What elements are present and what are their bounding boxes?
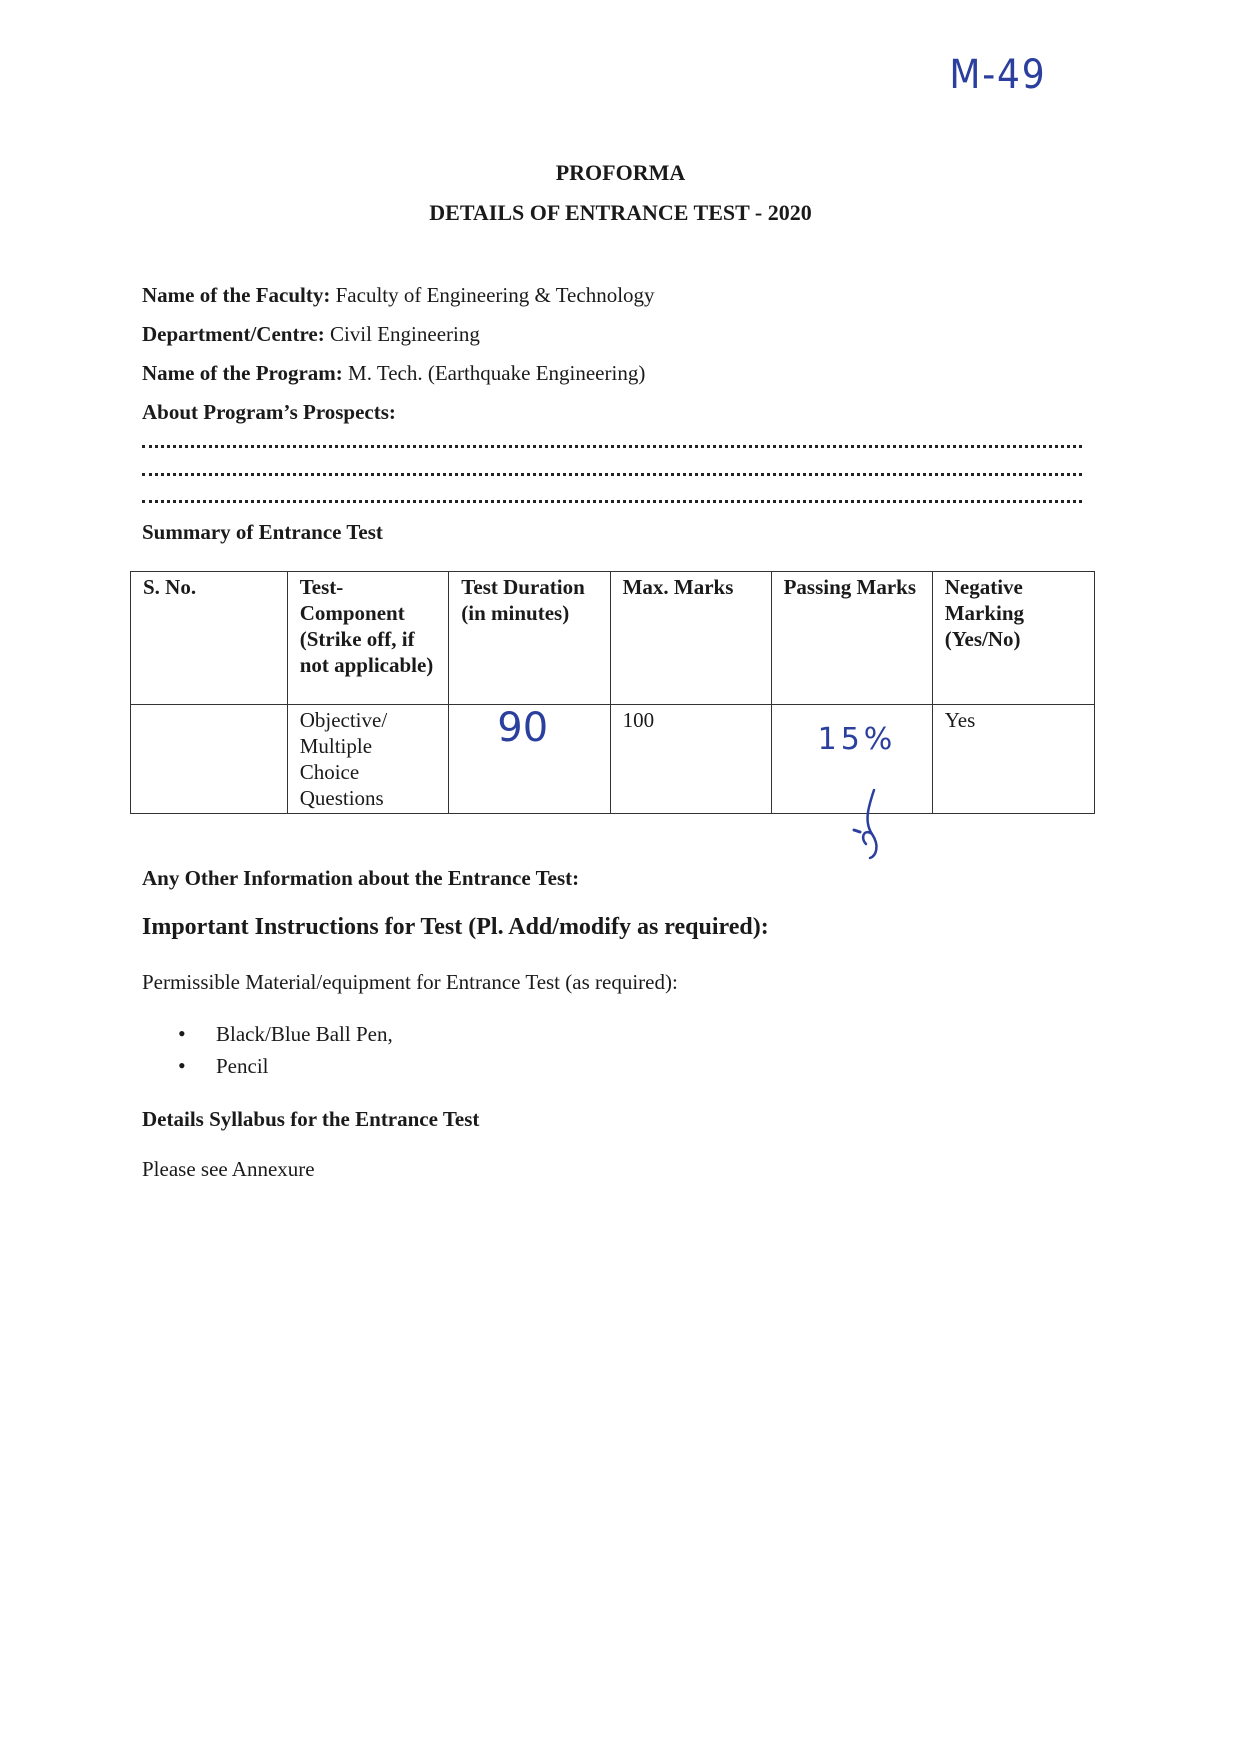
program-field — [142, 361, 645, 386]
cell-test-component: Objective/ Multiple Choice Questions — [287, 705, 449, 814]
program-label: Name of the Program: — [142, 361, 343, 385]
table-row — [131, 705, 1095, 814]
header-test-component: Test-Component (Strike off, if not applicable) — [287, 572, 449, 705]
department-label: Department/Centre: — [142, 322, 325, 346]
prospects-label: About Program’s Prospects: — [142, 400, 396, 424]
cell-negative-marking: Yes — [932, 705, 1094, 814]
handwritten-duration: 90 — [497, 705, 549, 751]
cell-test-duration — [449, 705, 610, 814]
cell-s-no — [131, 705, 288, 814]
document-title: PROFORMA — [555, 160, 686, 185]
materials-intro: Permissible Material/equipment for Entrance Test (as required): — [142, 970, 678, 994]
handwritten-page-code: M-49 — [949, 52, 1047, 98]
syllabus-text: Please see Annexure — [142, 1157, 315, 1181]
dotted-line — [142, 473, 1082, 476]
instructions-heading: Important Instructions for Test (Pl. Add/modify as required): — [142, 914, 769, 940]
other-info-heading: Any Other Information about the Entrance Test: — [142, 866, 580, 890]
list-item: • Black/Blue Ball Pen, — [142, 1020, 393, 1052]
header-max-marks: Max. Marks — [610, 572, 771, 705]
syllabus-heading: Details Syllabus for the Entrance Test — [142, 1107, 480, 1131]
faculty-field — [142, 283, 655, 308]
summary-table — [130, 571, 1095, 814]
dotted-line — [142, 445, 1082, 448]
department-value: Civil Engineering — [329, 322, 480, 346]
program-value: M. Tech. (Earthquake Engineering) — [348, 361, 646, 385]
materials-list — [142, 1020, 393, 1084]
cell-max-marks: 100 — [610, 705, 771, 814]
document-subtitle: DETAILS OF ENTRANCE TEST - 2020 — [429, 200, 812, 225]
handwritten-initials-mark — [846, 786, 896, 862]
prospects-field — [142, 400, 396, 425]
faculty-label: Name of the Faculty: — [142, 283, 331, 307]
header-passing-marks: Passing Marks — [771, 572, 932, 705]
department-field — [142, 322, 480, 347]
summary-heading: Summary of Entrance Test — [142, 520, 383, 544]
table-header-row — [131, 572, 1095, 705]
list-item: • Pencil — [142, 1052, 393, 1084]
header-negative-marking: Negative Marking (Yes/No) — [932, 572, 1094, 705]
header-test-duration: Test Duration (in minutes) — [449, 572, 610, 705]
dotted-line — [142, 500, 1082, 503]
faculty-value: Faculty of Engineering & Technology — [335, 283, 655, 307]
header-s-no: S. No. — [131, 572, 288, 705]
handwritten-passing-marks: 15% — [817, 722, 897, 757]
